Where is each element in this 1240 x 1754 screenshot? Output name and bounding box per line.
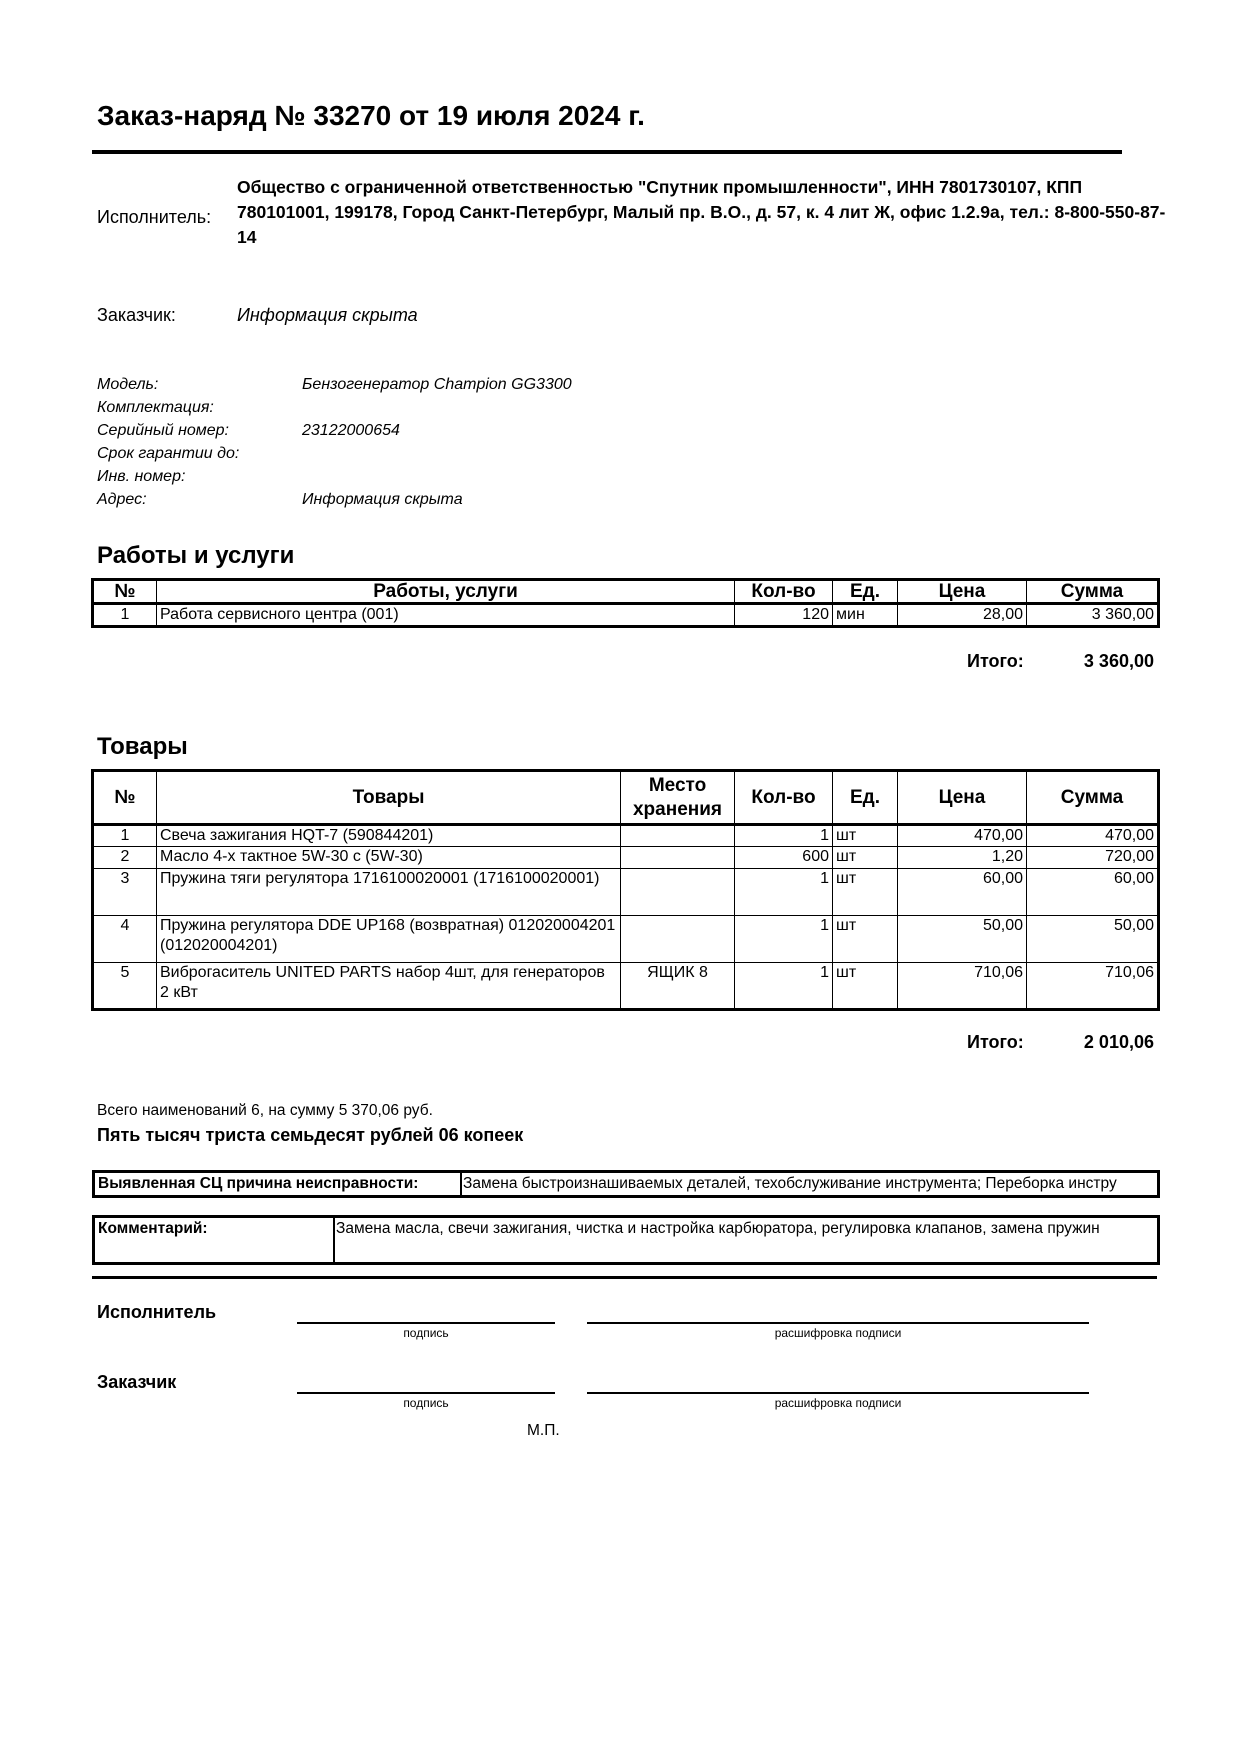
customer-value: Информация скрыта: [237, 305, 418, 325]
address-label: Адрес:: [97, 491, 147, 508]
row-price: 60,00: [898, 869, 1027, 916]
row-num: 1: [93, 604, 157, 627]
row-price: 50,00: [898, 916, 1027, 963]
row-sum: 470,00: [1027, 825, 1159, 847]
row-name: Пружина регулятора DDE UP168 (возвратная) 012020004201 (012020004201): [157, 916, 621, 963]
document-title: Заказ-наряд № 33270 от 19 июля 2024 г.: [97, 100, 645, 131]
row-num: 3: [93, 869, 157, 916]
row-price: 470,00: [898, 825, 1027, 847]
inv-label: Инв. номер:: [97, 468, 186, 485]
table-row: [93, 963, 1159, 1010]
executor-signature-role: Исполнитель: [97, 1302, 217, 1322]
address-value: Информация скрыта: [302, 491, 463, 508]
col-sum: Сумма: [1027, 580, 1159, 604]
executor-signature-line: [297, 1322, 555, 1324]
col-unit: Ед.: [833, 580, 898, 604]
row-price: 28,00: [898, 604, 1027, 627]
col-sum: Сумма: [1027, 771, 1159, 825]
col-price: Цена: [898, 580, 1027, 604]
warranty-value: [302, 442, 572, 465]
row-storage: [621, 825, 735, 847]
row-unit: шт: [833, 869, 898, 916]
row-name: Свеча зажигания HQT-7 (590844201): [157, 825, 621, 847]
cause-value: Замена быстроизнашиваемых деталей, техобслуживание инструмента; Переборка инстру: [463, 1175, 1117, 1192]
row-name: Масло 4-х тактное 5W-30 с (5W-30): [157, 847, 621, 869]
row-qty: 600: [735, 847, 833, 869]
col-price: Цена: [898, 771, 1027, 825]
services-total-value: 3 360,00: [1083, 651, 1154, 671]
row-unit: шт: [833, 847, 898, 869]
row-sum: 720,00: [1027, 847, 1159, 869]
row-sum: 710,06: [1027, 963, 1159, 1010]
services-heading: Работы и услуги: [97, 542, 295, 569]
row-unit: шт: [833, 963, 898, 1010]
row-sum: 50,00: [1027, 916, 1159, 963]
col-qty: Кол-во: [735, 771, 833, 825]
executor-label: Исполнитель:: [97, 207, 212, 227]
col-unit: Ед.: [833, 771, 898, 825]
row-qty: 1: [735, 869, 833, 916]
row-qty: 1: [735, 963, 833, 1010]
row-storage: [621, 916, 735, 963]
row-num: 4: [93, 916, 157, 963]
row-price: 710,06: [898, 963, 1027, 1010]
comment-label: Комментарий:: [95, 1218, 335, 1262]
row-storage: ЯЩИК 8: [621, 963, 735, 1010]
customer-signature-line: [297, 1392, 555, 1394]
goods-heading: Товары: [97, 733, 188, 760]
row-price: 1,20: [898, 847, 1027, 869]
col-name: Работы, услуги: [157, 580, 735, 604]
customer-decode-caption: расшифровка подписи: [774, 1396, 902, 1410]
customer-signature-role: Заказчик: [97, 1372, 177, 1392]
executor-info: Общество с ограниченной ответственностью "Спутник промышленности", ИНН 7801730107, КПП 780101001, 199178, Город Санкт-Петербург, Малый пр. В.О., д. 57, к. 4 лит Ж, офис 1.2.9а, тел.: 8-800-550-87-14: [237, 177, 1166, 247]
row-sum: 3 360,00: [1027, 604, 1159, 627]
row-name: Пружина тяги регулятора 1716100020001 (1716100020001): [157, 869, 621, 916]
row-name: Работа сервисного центра (001): [157, 604, 735, 627]
serial-label: Серийный номер:: [97, 422, 229, 439]
row-num: 1: [93, 825, 157, 847]
col-qty: Кол-во: [735, 580, 833, 604]
goods-total-value: 2 010,06: [1083, 1032, 1154, 1052]
model-label: Модель:: [97, 376, 159, 393]
warranty-label: Срок гарантии до:: [97, 445, 240, 462]
goods-header-row: [93, 771, 1159, 825]
row-qty: 1: [735, 916, 833, 963]
goods-total-label: Итого:: [967, 1032, 1024, 1052]
inv-value: [302, 465, 572, 488]
bottom-divider: [92, 1276, 1157, 1279]
table-row: [93, 604, 1159, 627]
cause-label: Выявленная СЦ причина неисправности:: [95, 1173, 462, 1195]
services-total-label: Итого:: [967, 651, 1024, 671]
kit-value: [302, 396, 572, 419]
summary-words: Пять тысяч триста семьдесят рублей 06 копеек: [97, 1125, 524, 1145]
serial-value: 23122000654: [302, 422, 400, 439]
table-row: [93, 847, 1159, 869]
stamp-place: М.П.: [527, 1422, 560, 1439]
customer-signature-caption: подпись: [403, 1396, 449, 1410]
kit-label: Комплектация:: [97, 399, 214, 416]
col-storage: Место хранения: [621, 771, 735, 825]
summary-line: Всего наименований 6, на сумму 5 370,06 руб.: [97, 1102, 433, 1119]
executor-signature-caption: подпись: [403, 1326, 449, 1340]
model-value: Бензогенератор Champion GG3300: [302, 376, 572, 393]
col-name: Товары: [157, 771, 621, 825]
row-storage: [621, 847, 735, 869]
row-num: 2: [93, 847, 157, 869]
col-num: №: [93, 580, 157, 604]
row-storage: [621, 869, 735, 916]
goods-table: [91, 769, 1160, 1011]
services-header-row: [93, 580, 1159, 604]
comment-box: [92, 1215, 1160, 1265]
row-sum: 60,00: [1027, 869, 1159, 916]
row-unit: шт: [833, 916, 898, 963]
comment-value: Замена масла, свечи зажигания, чистка и настройка карбюратора, регулировка клапанов, замена пружин: [336, 1220, 1100, 1237]
services-table: [91, 578, 1160, 628]
title-divider: [92, 150, 1122, 154]
row-unit: мин: [833, 604, 898, 627]
cause-box: [92, 1170, 1160, 1198]
properties-labels: [97, 373, 239, 511]
row-qty: 120: [735, 604, 833, 627]
properties-values: [302, 373, 572, 511]
table-row: [93, 916, 1159, 963]
col-num: №: [93, 771, 157, 825]
row-qty: 1: [735, 825, 833, 847]
row-unit: шт: [833, 825, 898, 847]
row-name: Виброгаситель UNITED PARTS набор 4шт, для генераторов 2 кВт: [157, 963, 621, 1010]
executor-decode-caption: расшифровка подписи: [774, 1326, 902, 1340]
table-row: [93, 825, 1159, 847]
customer-decode-line: [587, 1392, 1089, 1394]
table-row: [93, 869, 1159, 916]
row-num: 5: [93, 963, 157, 1010]
customer-label: Заказчик:: [97, 305, 176, 325]
executor-decode-line: [587, 1322, 1089, 1324]
